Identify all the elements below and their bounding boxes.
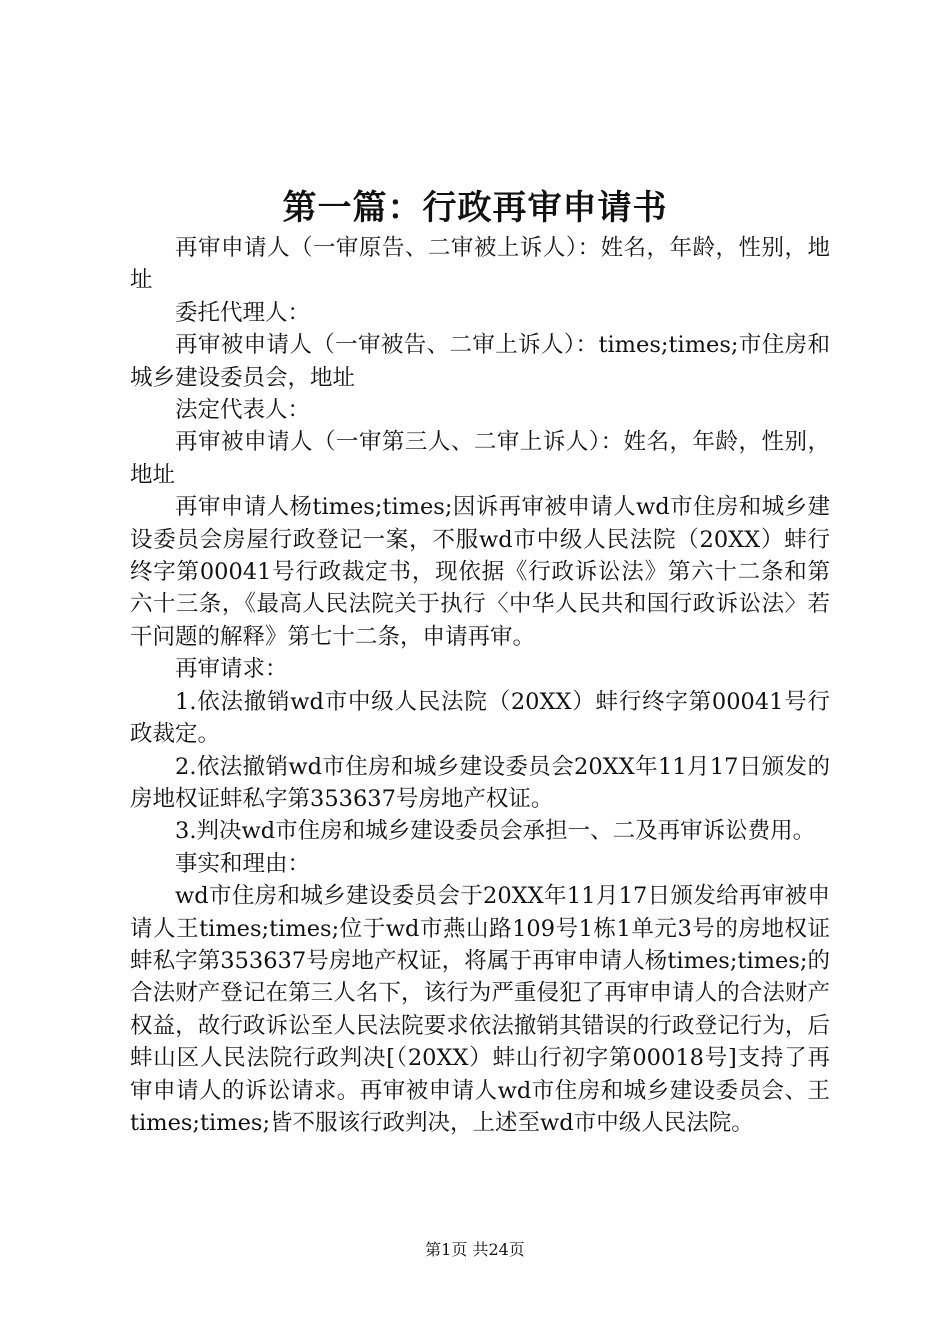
page-number-footer: 第1页 共24页	[425, 1240, 525, 1259]
paragraph-applicant: 再审申请人（一审原告、二审被上诉人）：姓名，年龄，性别，地址	[130, 235, 830, 294]
heading-facts-and-reasons: 事实和理由：	[175, 850, 311, 877]
document-title: 第一篇：行政再审申请书	[282, 188, 668, 228]
paragraph-facts: wd市住房和城乡建设委员会于20XX年11月17日颁发给再审被申请人王times;times;位于wd市燕山路109号1栋1单元3号的房地权证蚌私字第353637号房地产权证，将属于再审申请人杨times;times;的合法财产登记在第三人名下，该行为严重侵犯了再审申请人的合法财产权益，故行政诉讼至人民法院要求依法撤销其错误的行政登记行为，后蚌山区人民法院行政判决[（20XX）蚌山行初字第00018号]支持了再审申请人的诉讼请求。再审被申请人wd市住房和城乡建设委员会、王times;times;皆不服该行政判决，上述至wd市中级人民法院。	[130, 883, 830, 1136]
request-item-2: 2.依法撤销wd市住房和城乡建设委员会20XX年11月17日颁发的房地权证蚌私字第353637号房地产权证。	[130, 753, 830, 812]
paragraph-agent: 委托代理人：	[175, 299, 311, 326]
request-item-1: 1.依法撤销wd市中级人民法院（20XX）蚌行终字第00041号行政裁定。	[130, 688, 830, 748]
request-item-3: 3.判决wd市住房和城乡建设委员会承担一、二及再审诉讼费用。	[175, 818, 816, 845]
paragraph-introduction: 再审申请人杨times;times;因诉再审被申请人wd市住房和城乡建设委员会房屋行政登记一案，不服wd市中级人民法院（20XX）蚌行终字第00041号行政裁定书，现依据《行政诉讼法》第六十二条和第六十三条，《最高人民法院关于执行〈中华人民共和国行政诉讼法〉若干问题的解释》第七十二条，申请再审。	[130, 494, 830, 650]
document-body	[130, 232, 830, 1139]
paragraph-legal-representative: 法定代表人：	[175, 397, 311, 424]
heading-retrial-requests: 再审请求：	[175, 656, 288, 683]
paragraph-respondent-2: 再审被申请人（一审第三人、二审上诉人）：姓名，年龄，性别，地址	[130, 429, 830, 488]
paragraph-respondent-1: 再审被申请人（一审被告、二审上诉人）：times;times;市住房和城乡建设委员会，地址	[130, 332, 830, 391]
